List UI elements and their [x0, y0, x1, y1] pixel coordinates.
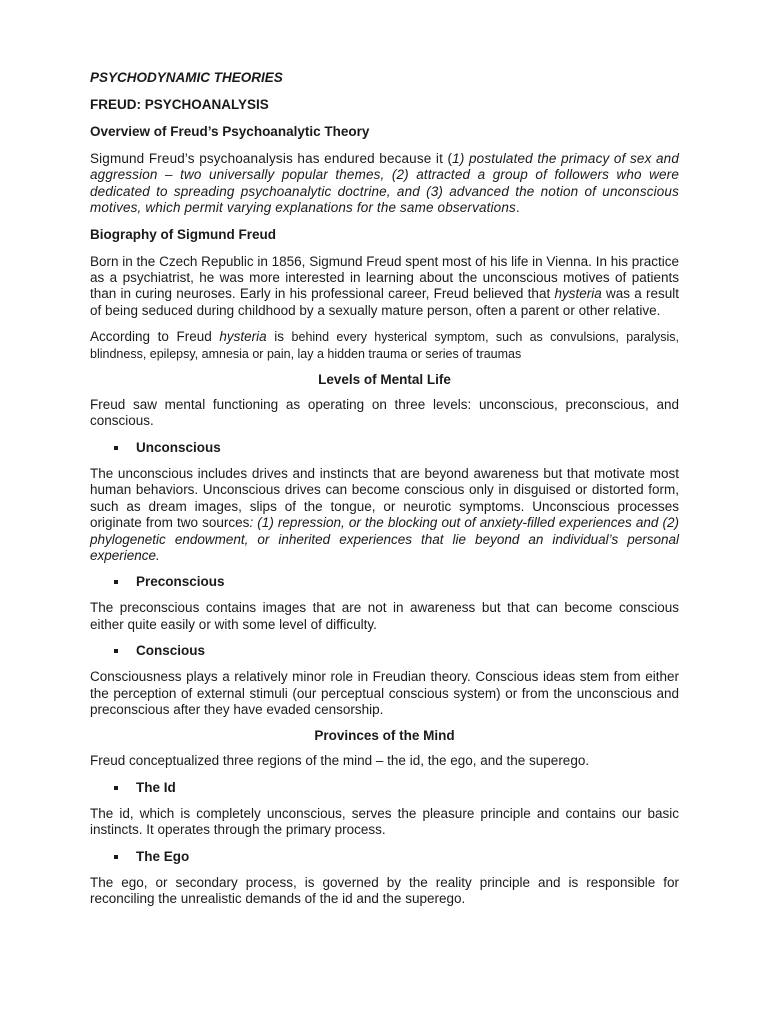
provinces-heading: Provinces of the Mind: [314, 728, 455, 744]
preconscious-label: Preconscious: [136, 574, 225, 590]
biography-p2-italic: hysteria: [219, 329, 267, 345]
conscious-label: Conscious: [136, 643, 206, 659]
unconscious-text: The unconscious includes drives and instincts that are beyond awareness but that motivate most human behaviors. Unconscious drives can become conscious only in disguised or distorted form, such as dream images, slips of the tongue, or neurotic symptoms. Unconscious processes originate from two sources: [90, 465, 679, 531]
provinces-intro: Freud conceptualized three regions of the mind – the id, the ego, and the superego.: [90, 753, 590, 769]
bullet-square-icon: [114, 855, 118, 859]
unconscious-italic: : (1) repression, or the blocking out of anxiety-filled experiences and (2) phylogenetic endowment, or inherited experiences that lie beyond an individual’s personal experience.: [90, 515, 679, 563]
overview-heading: Overview of Freud’s Psychoanalytic Theory: [90, 124, 370, 139]
biography-p2-start: According to Freud: [90, 329, 220, 345]
overview-paragraph: [90, 151, 679, 217]
biography-heading: Biography of Sigmund Freud: [90, 226, 276, 242]
document-title: PSYCHODYNAMIC THEORIES: [90, 70, 283, 85]
ego-paragraph: The ego, or secondary process, is governed by the reality principle and is responsible for reconciling the unrealistic demands of the id and the superego.: [90, 874, 679, 906]
id-label: The Id: [136, 779, 176, 795]
document-subtitle: FREUD: PSYCHOANALYSIS: [90, 97, 269, 112]
preconscious-paragraph: The preconscious contains images that are not in awareness but that can become conscious either quite easily or with some level of difficulty.: [90, 600, 679, 632]
biography-paragraph-1: [90, 254, 679, 320]
biography-p2-mid: is: [266, 329, 292, 345]
unconscious-bullet: [90, 440, 679, 456]
bullet-square-icon: [114, 649, 118, 653]
overview-italic: 1) postulated the primacy of sex and aggression – two universally popular themes, (2) attracted a group of followers who were dedicated to spreading psychoanalytic doctrine, and (3) advanced the notion of unconscious motives, which permit varying explanations for the same observations: [90, 151, 679, 216]
biography-p1-end: was a result of being seduced during childhood by a sexually mature person, often a parent or other relative.: [90, 286, 679, 318]
biography-p1-start: Born in the Czech Republic in 1856, Sigmund Freud spent most of his life in Vienna. In his practice as a psychiatrist, he was more interested in learning about the unconscious motives of patients than in curing neuroses. Early in his professional career, Freud believed that: [90, 253, 679, 302]
id-bullet: [90, 780, 679, 796]
bullet-square-icon: [114, 580, 118, 584]
biography-paragraph-2: [90, 329, 679, 362]
preconscious-bullet: [90, 574, 679, 590]
ego-label: The Ego: [136, 848, 190, 864]
bullet-square-icon: [114, 446, 118, 450]
conscious-bullet: [90, 643, 679, 659]
levels-intro: Freud saw mental functioning as operating on three levels: unconscious, preconscious, and conscious.: [90, 397, 679, 429]
conscious-paragraph: Consciousness plays a relatively minor role in Freudian theory. Conscious ideas stem from either the perception of external stimuli (our perceptual conscious system) or from the unconscious and preconscious after they have evaded censorship.: [90, 669, 679, 717]
unconscious-paragraph: [90, 466, 679, 564]
id-paragraph: The id, which is completely unconscious, serves the pleasure principle and contains our basic instincts. It operates through the primary process.: [90, 805, 679, 838]
bullet-square-icon: [114, 786, 118, 790]
ego-bullet: [90, 849, 679, 865]
levels-heading: Levels of Mental Life: [318, 372, 451, 388]
unconscious-label: Unconscious: [136, 439, 221, 455]
overview-end: .: [515, 200, 520, 216]
overview-lead: Sigmund Freud’s psychoanalysis has endured because it (: [90, 151, 453, 166]
biography-p2-small: behind every hysterical symptom, such as convulsions, paralysis, blindness, epilepsy, amnesia or pain, lay a hidden trauma or series of traumas: [90, 330, 679, 361]
biography-p1-italic: hysteria: [554, 286, 602, 302]
